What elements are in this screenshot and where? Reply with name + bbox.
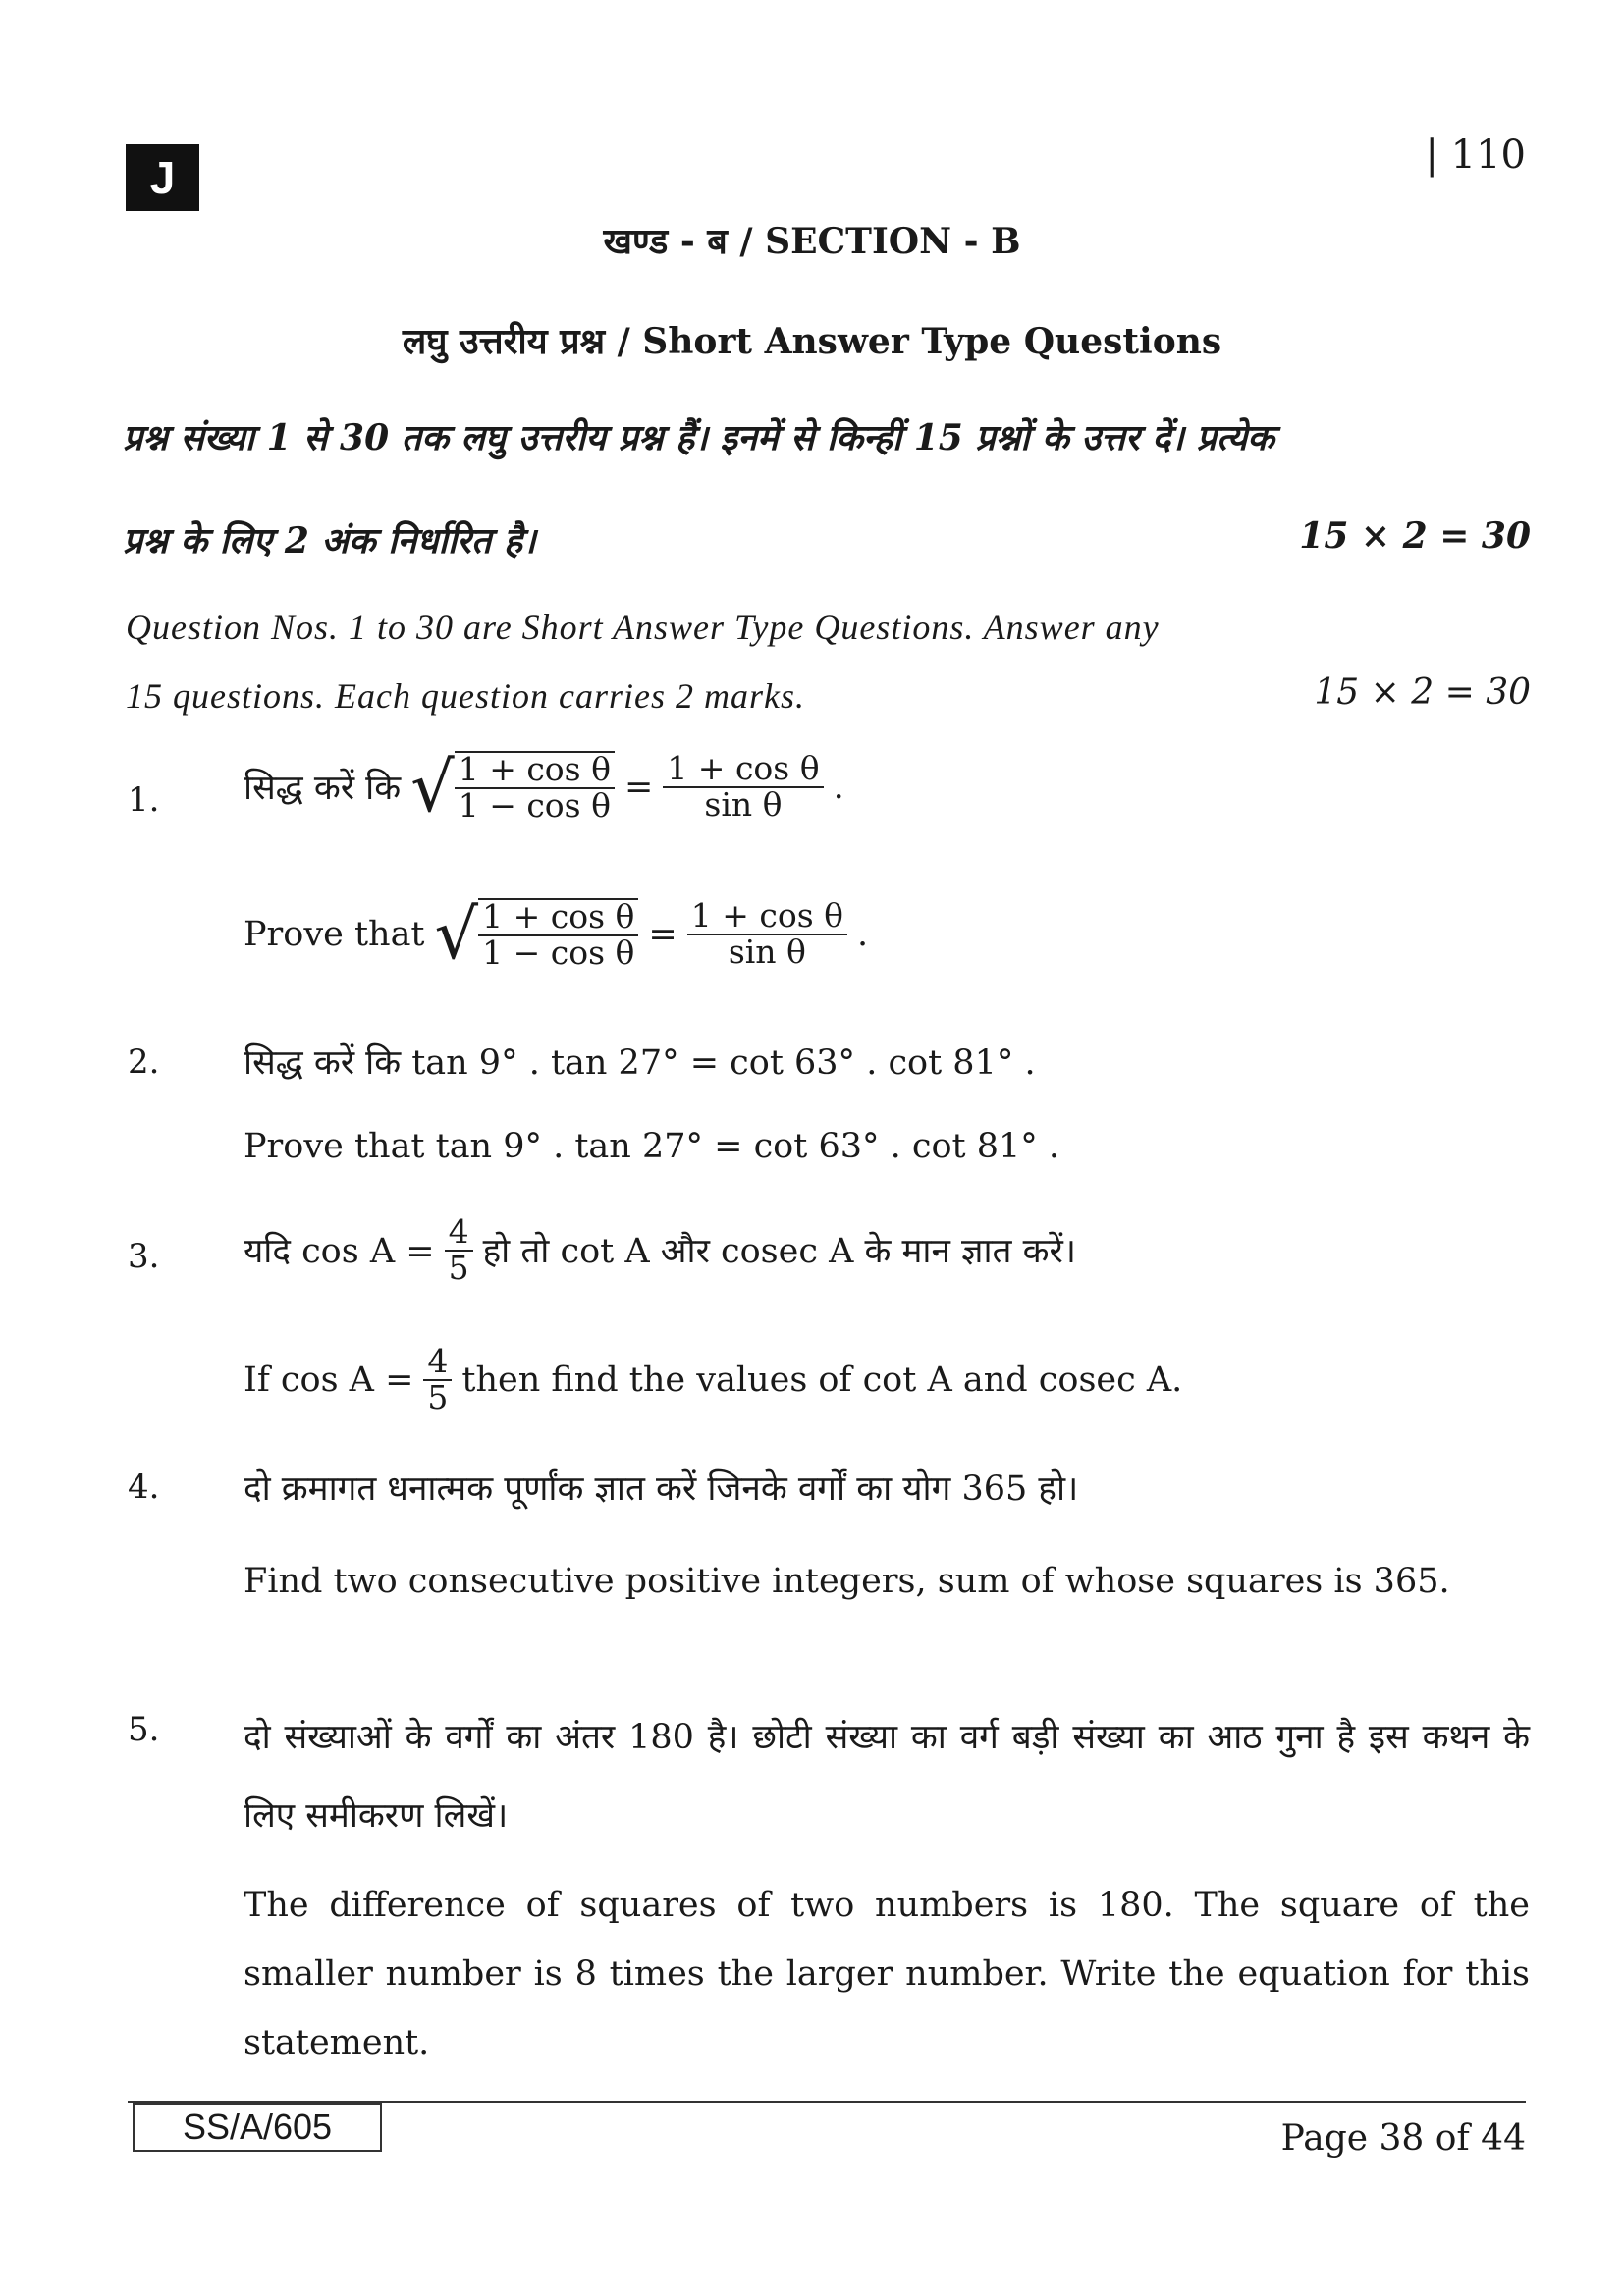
question-1-hindi (244, 746, 844, 828)
fraction (663, 749, 823, 824)
question-5-english: The difference of squares of two numbers is 180. The square of the smaller number is 8 times the larger number. Write the equation for this statement. (244, 1886, 1530, 2062)
denominator: sin θ (728, 932, 806, 971)
numerator: 1 + cos θ (687, 899, 847, 935)
question-number: 1. (128, 780, 160, 820)
denominator: 1 − cos θ (458, 785, 611, 825)
denominator: sin θ (704, 784, 783, 824)
instructions-hindi-line2: प्रश्न के लिए 2 अंक निर्धारित है। (123, 520, 536, 561)
period: . (857, 914, 869, 954)
denominator: 5 (448, 1248, 469, 1287)
question-3-hindi (244, 1212, 1077, 1287)
fraction (445, 1212, 473, 1287)
fraction (687, 896, 847, 971)
question-text: हो तो cot A और cosec A के मान ज्ञात करें। (482, 1232, 1077, 1272)
question-2-hindi: सिद्ध करें कि tan 9° . tan 27° = cot 63° . cot 81° . (244, 1043, 1036, 1083)
question-2-english: Prove that tan 9° . tan 27° = cot 63° . cot 81° . (244, 1127, 1060, 1166)
question-4-english: Find two consecutive positive integers, sum of whose squares is 365. (244, 1562, 1450, 1601)
question-number: 5. (128, 1710, 160, 1749)
instructions-english-line2: 15 questions. Each question carries 2 marks. (126, 676, 805, 716)
instructions-english-line1: Question Nos. 1 to 30 are Short Answer Type Questions. Answer any (126, 608, 1160, 647)
instructions-hindi-line1: प्रश्न संख्या 1 से 30 तक लघु उत्तरीय प्रश्न हैं। इनमें से किन्हीं 15 प्रश्नों के उत्तर दें। प्रत्येक (123, 417, 1274, 458)
equals: = (623, 767, 654, 807)
section-title: खण्ड - ब / SECTION - B (603, 221, 1021, 262)
question-number: 4. (128, 1468, 160, 1507)
denominator: 1 − cos θ (482, 933, 635, 972)
question-text: then find the values of cot A and cosec A. (461, 1360, 1183, 1400)
numerator: 4 (445, 1215, 473, 1252)
booklet-series-badge: J (126, 144, 199, 211)
question-number: 2. (128, 1042, 160, 1082)
question-text: Prove that (244, 914, 425, 954)
page-reference: | 110 (1425, 133, 1526, 178)
question-text: यदि cos A = (244, 1232, 435, 1272)
square-root: √ $\frac{\text{1 + cos θ}}{\text{1 − cos θ}}$ (410, 751, 615, 823)
numerator: 1 + cos θ (663, 752, 823, 788)
question-5-hindi: दो संख्याओं के वर्गों का अंतर 180 है। छोटी संख्या का वर्ग बड़ी संख्या का आठ गुना है इस कथन के लिए समीकरण लिखें। (244, 1718, 1530, 1836)
numerator: 4 (423, 1345, 452, 1381)
page-number: Page 38 of 44 (1280, 2118, 1526, 2159)
numerator: 1 + cos θ (455, 753, 615, 789)
instructions-hindi-marks: 15 × 2 = 30 (1299, 515, 1531, 557)
fraction (423, 1342, 452, 1416)
question-1-english (244, 893, 869, 975)
paper-code: SS/A/605 (133, 2103, 382, 2152)
section-subtitle: लघु उत्तरीय प्रश्न / Short Answer Type Questions (402, 321, 1222, 362)
equals: = (648, 914, 677, 954)
square-root: √ $\frac{\text{1 + cos θ}}{\text{1 − cos θ}}$ (435, 898, 639, 970)
question-text: If cos A = (244, 1360, 414, 1400)
question-number: 3. (128, 1237, 160, 1276)
question-4-hindi: दो क्रमागत धनात्मक पूर्णांक ज्ञात करें जिनके वर्गों का योग 365 हो। (244, 1469, 1079, 1509)
question-text: सिद्ध करें कि (244, 769, 402, 809)
denominator: 5 (427, 1377, 449, 1416)
period: . (833, 767, 844, 807)
instructions-english-marks: 15 × 2 = 30 (1314, 672, 1531, 713)
question-3-english (244, 1342, 1183, 1416)
numerator: 1 + cos θ (478, 900, 638, 936)
